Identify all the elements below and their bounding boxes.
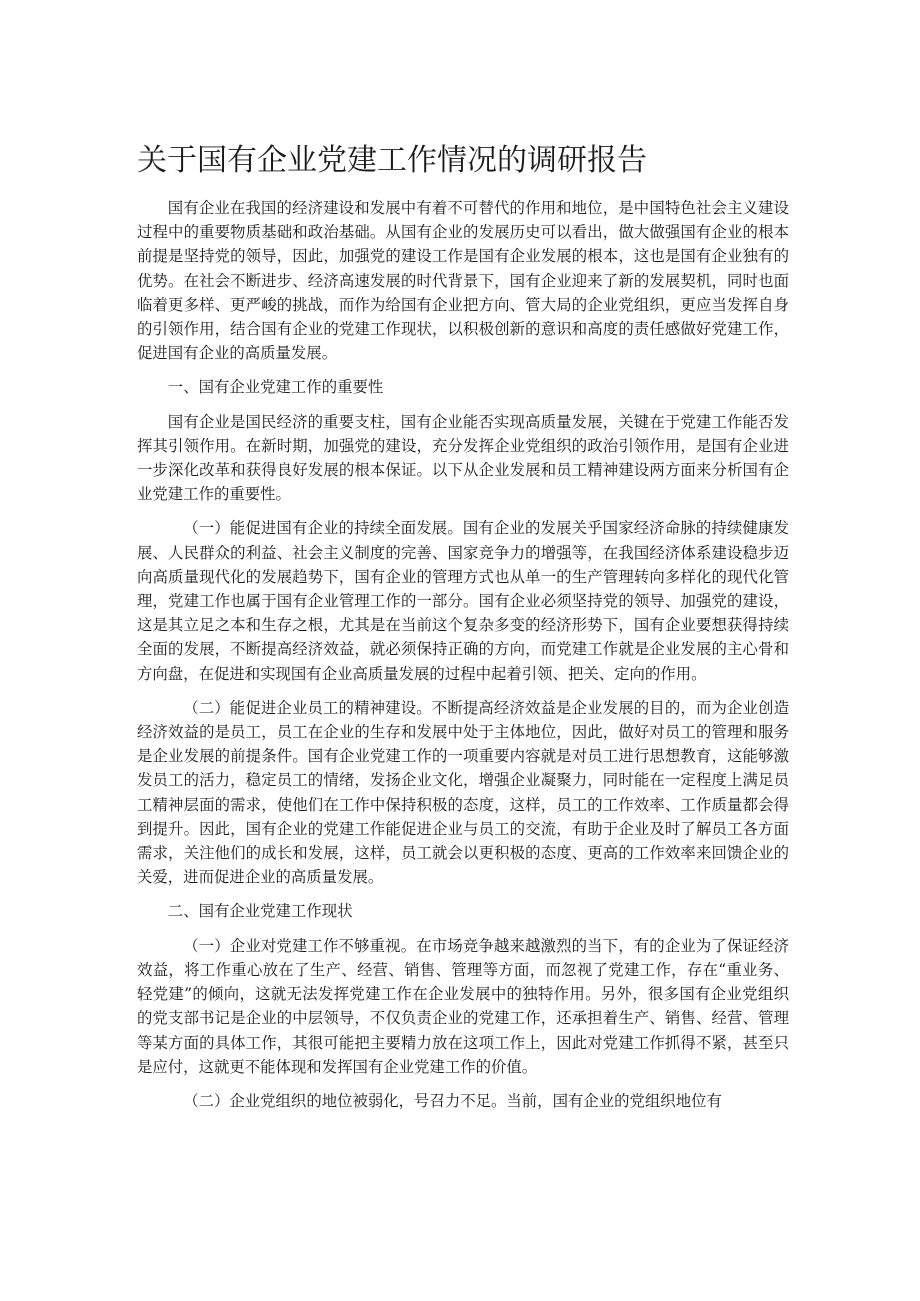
section-heading-1: 一、国有企业党建工作的重要性 [167,378,384,397]
document-title: 关于国有企业党建工作情况的调研报告 [137,143,647,178]
section-2-point-1: （一）企业对党建工作不够重视。在市场竞争越来越激烈的当下，有的企业为了保证经济效益，将工作重心放在了生产、经营、销售、管理等方面，而忽视了党建工作，存在“重业务、轻党建”的倾向，这就无法发挥党建工作在企业发展中的独特作用。另外，很多国有企业党组织的党支部书记是企业的中层领导，不仅负责企业的党建工作，还承担着生产、销售、经营、管理等某方面的具体工作，其很可能把主要精力放在这项工作上，因此对党建工作抓得不紧，甚至只是应付，这就更不能体现和发挥国有企业党建工作的价值。 [137,936,789,1076]
section-heading-2: 二、国有企业党建工作现状 [167,902,353,921]
section-1-point-1: （一）能促进国有企业的持续全面发展。国有企业的发展关乎国家经济命脉的持续健康发展、人民群众的利益、社会主义制度的完善、国家竞争力的增强等，在我国经济体系建设稳步迈向高质量现代化的发展趋势下，国有企业的管理方式也从单一的生产管理转向多样化的现代化管理，党建工作也属于国有企业管理工作的一部分。国有企业必须坚持党的领导、加强党的建设，这是其立足之本和生存之根，尤其是在当前这个复杂多变的经济形势下，国有企业要想获得持续全面的发展，不断提高经济效益，就必须保持正确的方向，而党建工作就是企业发展的主心骨和方向盘，在促进和实现国有企业高质量发展的过程中起着引领、把关、定向的作用。 [137,519,789,683]
intro-paragraph: 国有企业在我国的经济建设和发展中有着不可替代的作用和地位，是中国特色社会主义建设过程中的重要物质基础和政治基础。从国有企业的发展历史可以看出，做大做强国有企业的根本前提是坚持党的领导，因此，加强党的建设工作是国有企业发展的根本，这也是国有企业独有的优势。在社会不断进步、经济高速发展的时代背景下，国有企业迎来了新的发展契机，同时也面临着更多样、更严峻的挑战，而作为给国有企业把方向、管大局的企业党组织，更应当发挥自身的引领作用，结合国有企业的党建工作现状，以积极创新的意识和高度的责任感做好党建工作，促进国有企业的高质量发展。 [137,199,789,363]
section-1-paragraph: 国有企业是国民经济的重要支柱，国有企业能否实现高质量发展，关键在于党建工作能否发挥其引领作用。在新时期，加强党的建设，充分发挥企业党组织的政治引领作用，是国有企业进一步深化改革和获得良好发展的根本保证。以下从企业发展和员工精神建设两方面来分析国有企业党建工作的重要性。 [137,412,789,504]
section-1-point-2: （二）能促进企业员工的精神建设。不断提高经济效益是企业发展的目的，而为企业创造经济效益的是员工，员工在企业的生存和发展中处于主体地位，因此，做好对员工的管理和服务是企业发展的前提条件。国有企业党建工作的一项重要内容就是对员工进行思想教育，这能够激发员工的活力，稳定员工的情绪，发扬企业文化，增强企业凝聚力，同时能在一定程度上满足员工精神层面的需求，使他们在工作中保持积极的态度，这样，员工的工作效率、工作质量都会得到提升。因此，国有企业的党建工作能促进企业与员工的交流，有助于企业及时了解员工各方面需求，关注他们的成长和发展，这样，员工就会以更积极的态度、更高的工作效率来回馈企业的关爱，进而促进企业的高质量发展。 [137,698,789,887]
document-body [137,196,789,1123]
section-2-point-2: （二）企业党组织的地位被弱化，号召力不足。当前，国有企业的党组织地位有 [183,1091,722,1110]
